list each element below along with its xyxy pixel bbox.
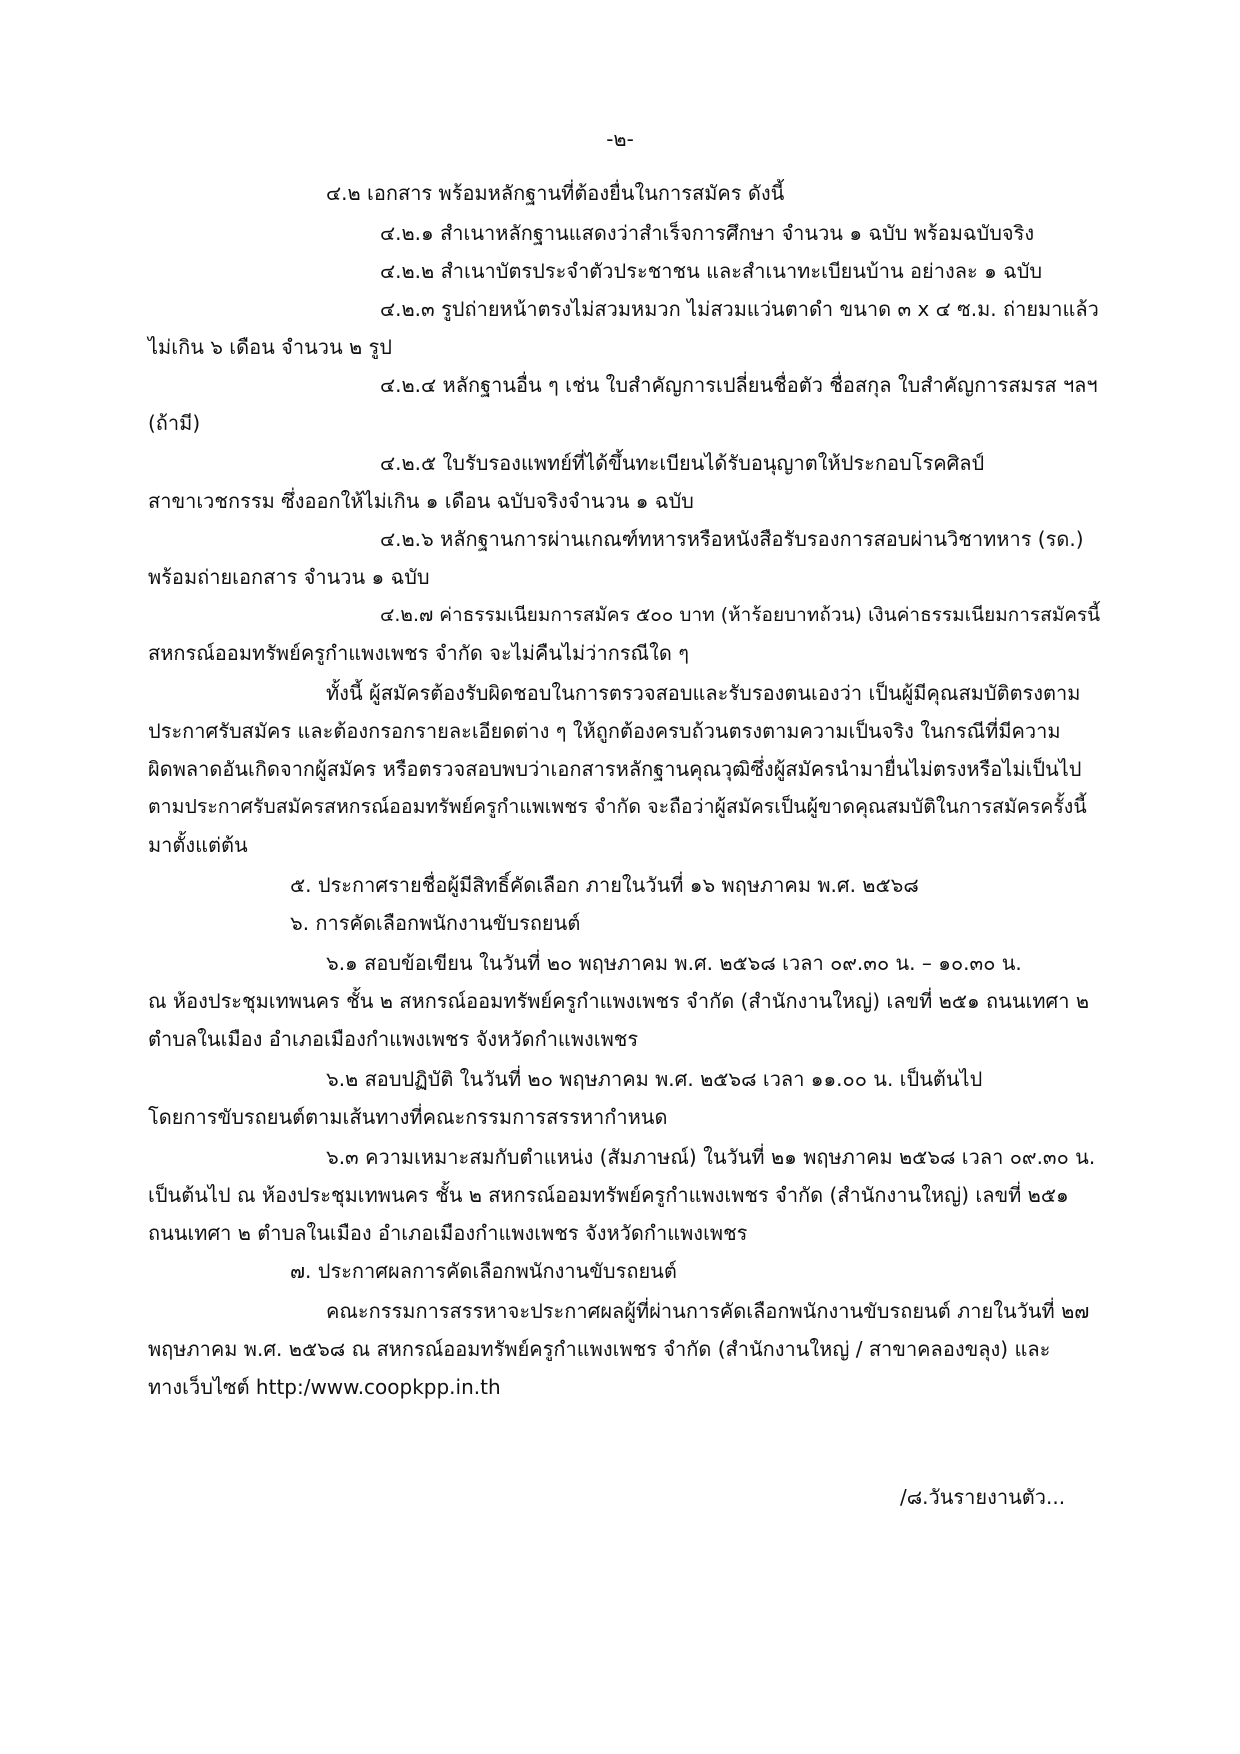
section-4-2-4-line1: ๔.๒.๔ หลักฐานอื่น ๆ เช่น ใบสำคัญการเปลี่ยนชื่อตัว ชื่อสกุล ใบสำคัญการสมรส ฯลฯ: [380, 373, 1098, 397]
section-6-1-line2: ณ ห้องประชุมเทพนคร ชั้น ๒ สหกรณ์ออมทรัพย์ครูกำแพงเพชร จำกัด (สำนักงานใหญ่) เลขที่ ๒๕๑ ถนนเทศา ๒: [148, 989, 1089, 1013]
section-4-2-1: ๔.๒.๑ สำเนาหลักฐานแสดงว่าสำเร็จการศึกษา จำนวน ๑ ฉบับ พร้อมฉบับจริง: [380, 221, 1035, 245]
section-4-2-2: ๔.๒.๒ สำเนาบัตรประจำตัวประชาชน และสำเนาทะเบียนบ้าน อย่างละ ๑ ฉบับ: [380, 259, 1043, 283]
section-7-heading: ๗. ประกาศผลการคัดเลือกพนักงานขับรถยนต์: [290, 1259, 677, 1283]
section-7-line3: ทางเว็บไซต์ http:/www.coopkpp.in.th: [148, 1375, 501, 1399]
section-4-2-7-line1: ๔.๒.๗ ค่าธรรมเนียมการสมัคร ๕๐๐ บาท (ห้าร้อยบาทถ้วน) เงินค่าธรรมเนียมการสมัครนี้: [380, 604, 1101, 626]
section-4-2-6-line1: ๔.๒.๖ หลักฐานการผ่านเกณฑ์ทหารหรือหนังสือรับรองการสอบผ่านวิชาทหาร (รด.): [380, 527, 1084, 551]
section-4-2-4-line2: (ถ้ามี): [148, 411, 201, 435]
section-6-heading: ๖. การคัดเลือกพนักงานขับรถยนต์: [290, 911, 581, 935]
disclaimer-line1: ทั้งนี้ ผู้สมัครต้องรับผิดชอบในการตรวจสอบและรับรองตนเองว่า เป็นผู้มีคุณสมบัติตรงตาม: [326, 681, 1081, 705]
section-4-2-7-line2: สหกรณ์ออมทรัพย์ครูกำแพงเพชร จำกัด จะไม่คืนไม่ว่ากรณีใด ๆ: [148, 641, 689, 665]
disclaimer-line2: ประกาศรับสมัคร และต้องกรอกรายละเอียดต่าง ๆ ให้ถูกต้องครบถ้วนตรงตามความเป็นจริง ในกรณีที่มีความ: [148, 719, 1061, 743]
section-4-2-6-line2: พร้อมถ่ายเอกสาร จำนวน ๑ ฉบับ: [148, 565, 430, 589]
section-5: ๕. ประกาศรายชื่อผู้มีสิทธิ์คัดเลือก ภายในวันที่ ๑๖ พฤษภาคม พ.ศ. ๒๕๖๘: [290, 873, 919, 897]
section-4-2-3-line1: ๔.๒.๓ รูปถ่ายหน้าตรงไม่สวมหมวก ไม่สวมแว่นตาดำ ขนาด ๓ x ๔ ซ.ม. ถ่ายมาแล้ว: [380, 297, 1099, 321]
section-6-3-line3: ถนนเทศา ๒ ตำบลในเมือง อำเภอเมืองกำแพงเพชร จังหวัดกำแพงเพชร: [148, 1221, 748, 1245]
disclaimer-line4: ตามประกาศรับสมัครสหกรณ์ออมทรัพย์ครูกำแพเพชร จำกัด จะถือว่าผู้สมัครเป็นผู้ขาดคุณสมบัติในการสมัครครั้งนี้: [148, 795, 1087, 818]
section-7-line2: พฤษภาคม พ.ศ. ๒๕๖๘ ณ สหกรณ์ออมทรัพย์ครูกำแพงเพชร จำกัด (สำนักงานใหญ่ / สาขาคลองขลุง) และ: [148, 1337, 1051, 1361]
section-6-2-line1: ๖.๒ สอบปฏิบัติ ในวันที่ ๒๐ พฤษภาคม พ.ศ. ๒๕๖๘ เวลา ๑๑.๐๐ น. เป็นต้นไป: [326, 1067, 983, 1091]
section-6-1-line1: ๖.๑ สอบข้อเขียน ในวันที่ ๒๐ พฤษภาคม พ.ศ. ๒๕๖๘ เวลา ๐๙.๓๐ น. – ๑๐.๓๐ น.: [326, 951, 1022, 975]
section-6-3-line2: เป็นต้นไป ณ ห้องประชุมเทพนคร ชั้น ๒ สหกรณ์ออมทรัพย์ครูกำแพงเพชร จำกัด (สำนักงานใหญ่) เลขที่ ๒๕๑: [148, 1183, 1069, 1207]
section-6-3-line1: ๖.๓ ความเหมาะสมกับตำแหน่ง (สัมภาษณ์) ในวันที่ ๒๑ พฤษภาคม ๒๕๖๘ เวลา ๐๙.๓๐ น.: [326, 1145, 1096, 1169]
section-6-1-line3: ตำบลในเมือง อำเภอเมืองกำแพงเพชร จังหวัดกำแพงเพชร: [148, 1027, 639, 1051]
disclaimer-line3: ผิดพลาดอันเกิดจากผู้สมัคร หรือตรวจสอบพบว่าเอกสารหลักฐานคุณวุฒิซึ่งผู้สมัครนำมายื่นไม่ตรงหรือไม่เป็นไป: [148, 757, 1082, 781]
disclaimer-line5: มาตั้งแต่ต้น: [148, 833, 248, 857]
section-4-2-5-line1: ๔.๒.๕ ใบรับรองแพทย์ที่ได้ขึ้นทะเบียนได้รับอนุญาตให้ประกอบโรคศิลป์: [380, 451, 985, 475]
section-7-line1: คณะกรรมการสรรหาจะประกาศผลผู้ที่ผ่านการคัดเลือกพนักงานขับรถยนต์ ภายในวันที่ ๒๗: [326, 1299, 1090, 1323]
section-4-2-heading: ๔.๒ เอกสาร พร้อมหลักฐานที่ต้องยื่นในการสมัคร ดังนี้: [326, 181, 785, 205]
section-4-2-5-line2: สาขาเวชกรรม ซึ่งออกให้ไม่เกิน ๑ เดือน ฉบับจริงจำนวน ๑ ฉบับ: [148, 489, 694, 513]
continuation-note: /๘.วันรายงานตัว...: [900, 1485, 1066, 1509]
page-number: -๒-: [606, 127, 634, 151]
section-4-2-3-line2: ไม่เกิน ๖ เดือน จำนวน ๒ รูป: [148, 335, 392, 359]
section-6-2-line2: โดยการขับรถยนต์ตามเส้นทางที่คณะกรรมการสรรหากำหนด: [148, 1105, 668, 1129]
